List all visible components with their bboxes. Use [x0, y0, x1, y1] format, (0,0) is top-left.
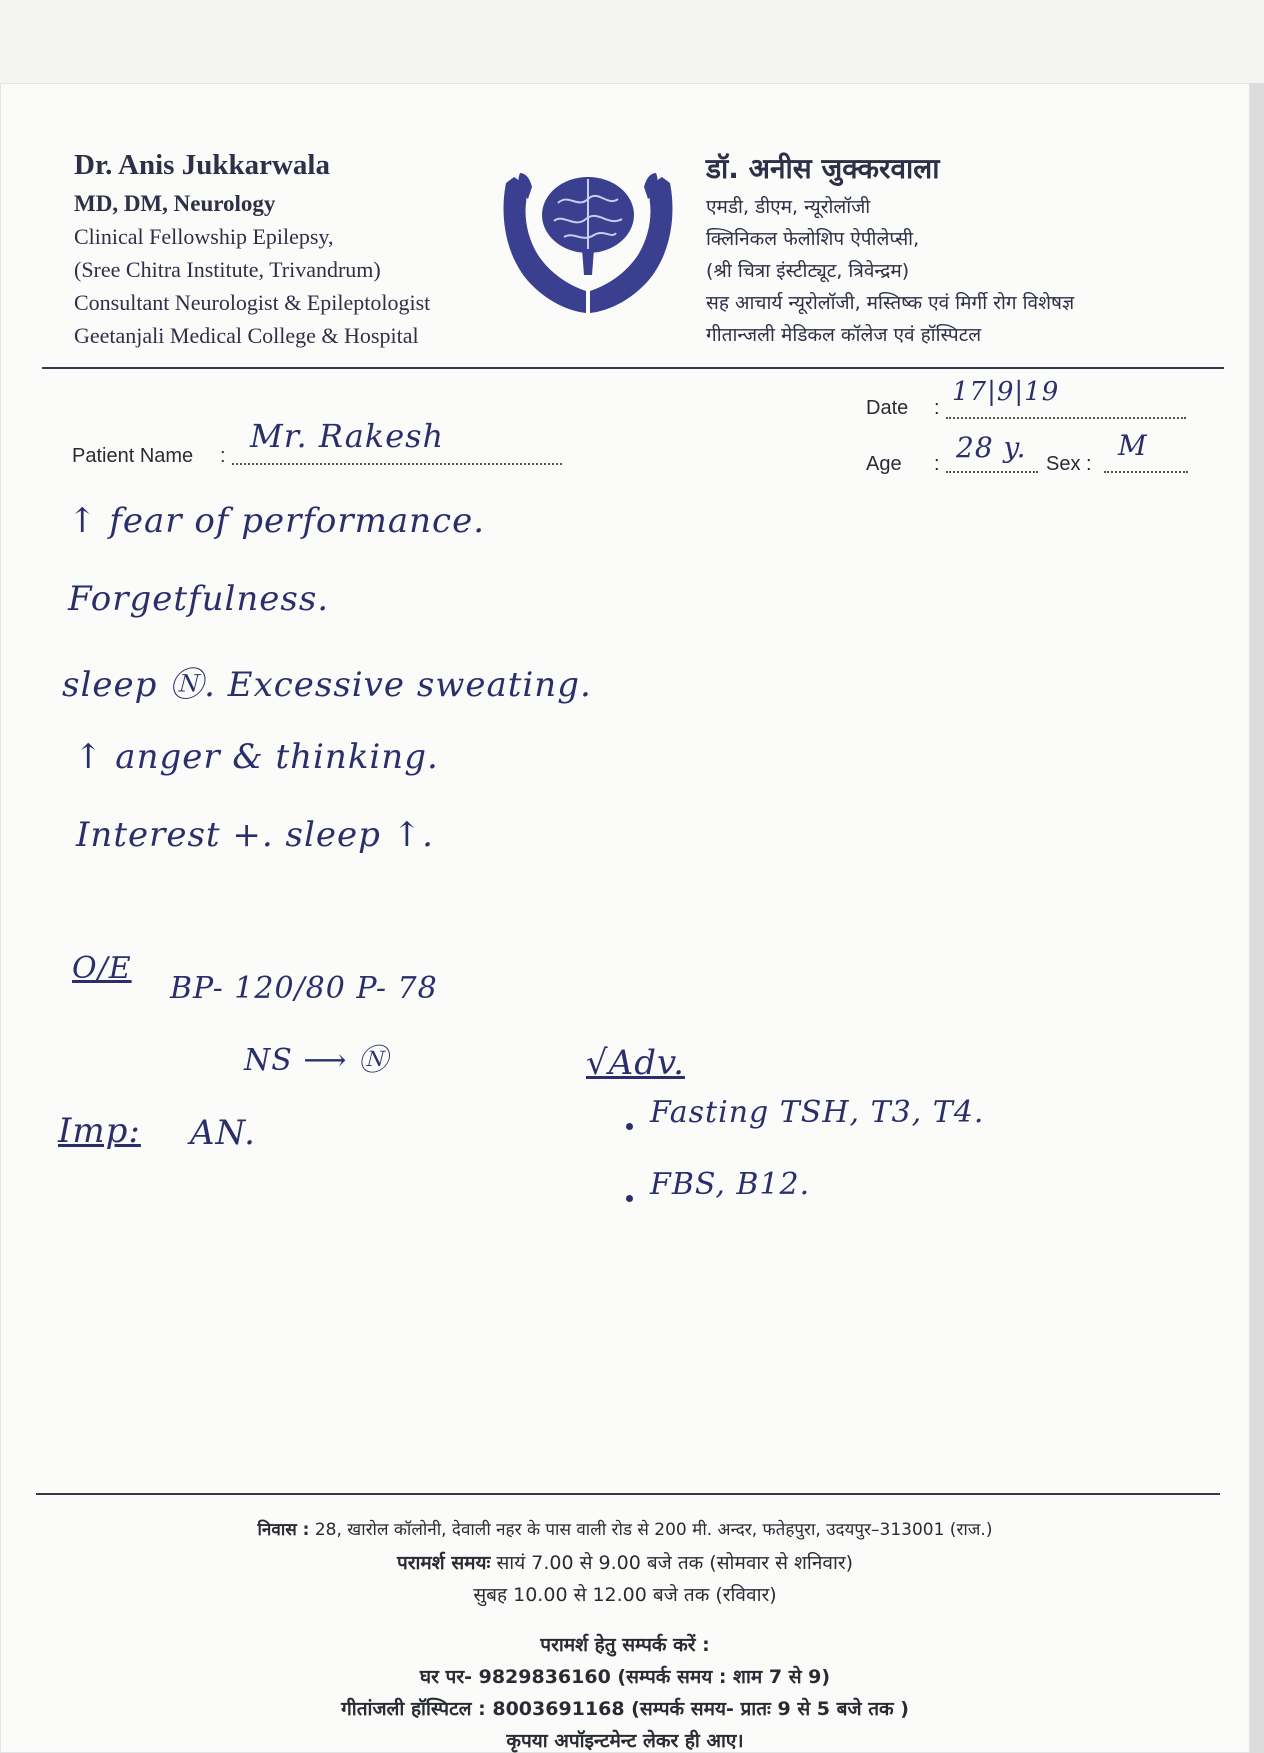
- note-line-4: ↑ anger & thinking.: [74, 737, 439, 777]
- note-line-1: ↑ fear of performance.: [68, 501, 486, 541]
- header-line4-en: Geetanjali Medical College & Hospital: [74, 323, 419, 348]
- header-line3-en: Consultant Neurologist & Epileptologist: [74, 290, 431, 315]
- nervous-system: NS ⟶ Ⓝ: [244, 1043, 389, 1078]
- patient-name-colon: :: [220, 445, 226, 467]
- footer-divider: [36, 1493, 1220, 1495]
- advice-text-1: Fasting TSH, T3, T4.: [650, 1095, 985, 1130]
- header-line1-en: Clinical Fellowship Epilepsy,: [74, 224, 334, 249]
- contact-home: घर पर- 9829836160 (सम्पर्क समय : शाम 7 से 9): [419, 1666, 831, 1688]
- age-colon: :: [934, 453, 940, 475]
- advice-label: √Adv.: [586, 1043, 685, 1083]
- note-line-5: Interest +. sleep ↑.: [76, 815, 434, 855]
- sex-value: M: [1118, 429, 1148, 462]
- header-line1-hi: क्लिनिकल फेलोशिप ऐपीलेप्सी,: [706, 228, 920, 250]
- patient-name-label: Patient Name: [72, 445, 194, 467]
- oe-label: O/E: [72, 951, 132, 986]
- note-line-3: sleep Ⓝ. Excessive sweating.: [62, 665, 592, 705]
- sex-field: [1104, 429, 1188, 473]
- age-value: 28 y.: [956, 431, 1027, 464]
- impression-label: Imp:: [58, 1111, 141, 1151]
- timing-label: परामर्श समयः: [396, 1552, 491, 1574]
- doctor-degrees-en: MD, DM, Neurology: [74, 191, 276, 216]
- header-line2-en: (Sree Chitra Institute, Trivandrum): [74, 257, 381, 282]
- timing-row-1: [0, 1549, 1250, 1575]
- doctor-name-en: Dr. Anis Jukkarwala: [74, 149, 330, 181]
- vitals: BP- 120/80 P- 78: [170, 971, 438, 1006]
- date-field: [946, 377, 1186, 419]
- header-line3-hi: सह आचार्य न्यूरोलॉजी, मस्तिष्क एवं मिर्गी रोग विशेषज्ञ: [706, 292, 1075, 314]
- note-line-2: Forgetfulness.: [68, 579, 330, 619]
- patient-name-value: Mr. Rakesh: [250, 417, 445, 455]
- header-divider: [42, 367, 1224, 369]
- timing-text-1: सायं 7.00 से 9.00 बजे तक (सोमवार से शनिवार): [496, 1552, 854, 1574]
- bullet-icon: [626, 1195, 633, 1202]
- header-line2-hi: (श्री चित्रा इंस्टीट्यूट, त्रिवेन्द्रम): [706, 260, 910, 282]
- address-label: निवास :: [257, 1520, 310, 1540]
- patient-name-field: [232, 417, 562, 465]
- sex-label: Sex :: [1046, 453, 1092, 475]
- doctor-degrees-hi: एमडी, डीएम, न्यूरोलॉजी: [706, 196, 871, 218]
- age-label: Age: [866, 453, 902, 475]
- brain-in-hands-icon: [498, 163, 678, 323]
- advice-text-2: FBS, B12.: [650, 1167, 811, 1202]
- scan-top-margin: [0, 0, 1264, 83]
- prescription-sheet: [0, 83, 1250, 1753]
- contact-hospital: गीतांजली हॉस्पिटल : 8003691168 (सम्पर्क समय- प्रातः 9 से 5 बजे तक ): [341, 1698, 909, 1720]
- header-line4-hi: गीतान्जली मेडिकल कॉलेज एवं हॉस्पिटल: [706, 324, 982, 346]
- contact-heading: परामर्श हेतु सम्पर्क करें :: [540, 1634, 710, 1656]
- appointment-note: कृपया अपॉइन्टमेन्ट लेकर ही आए।: [506, 1730, 744, 1752]
- doctor-name-hi: डॉ. अनीस जुक्करवाला: [706, 152, 940, 185]
- timing-text-2: सुबह 10.00 से 12.00 बजे तक (रविवार): [473, 1584, 777, 1606]
- date-value: 17|9|19: [952, 377, 1060, 407]
- bullet-icon: [626, 1123, 633, 1130]
- date-colon: :: [934, 397, 940, 419]
- impression-value: AN.: [190, 1113, 256, 1153]
- date-label: Date: [866, 397, 909, 419]
- address-row: [0, 1517, 1250, 1540]
- age-field: [946, 433, 1038, 473]
- address-text: 28, खारोल कॉलोनी, देवाली नहर के पास वाली रोड से 200 मी. अन्दर, फतेहपुरा, उदयपुर–313001 (राज.): [314, 1520, 993, 1540]
